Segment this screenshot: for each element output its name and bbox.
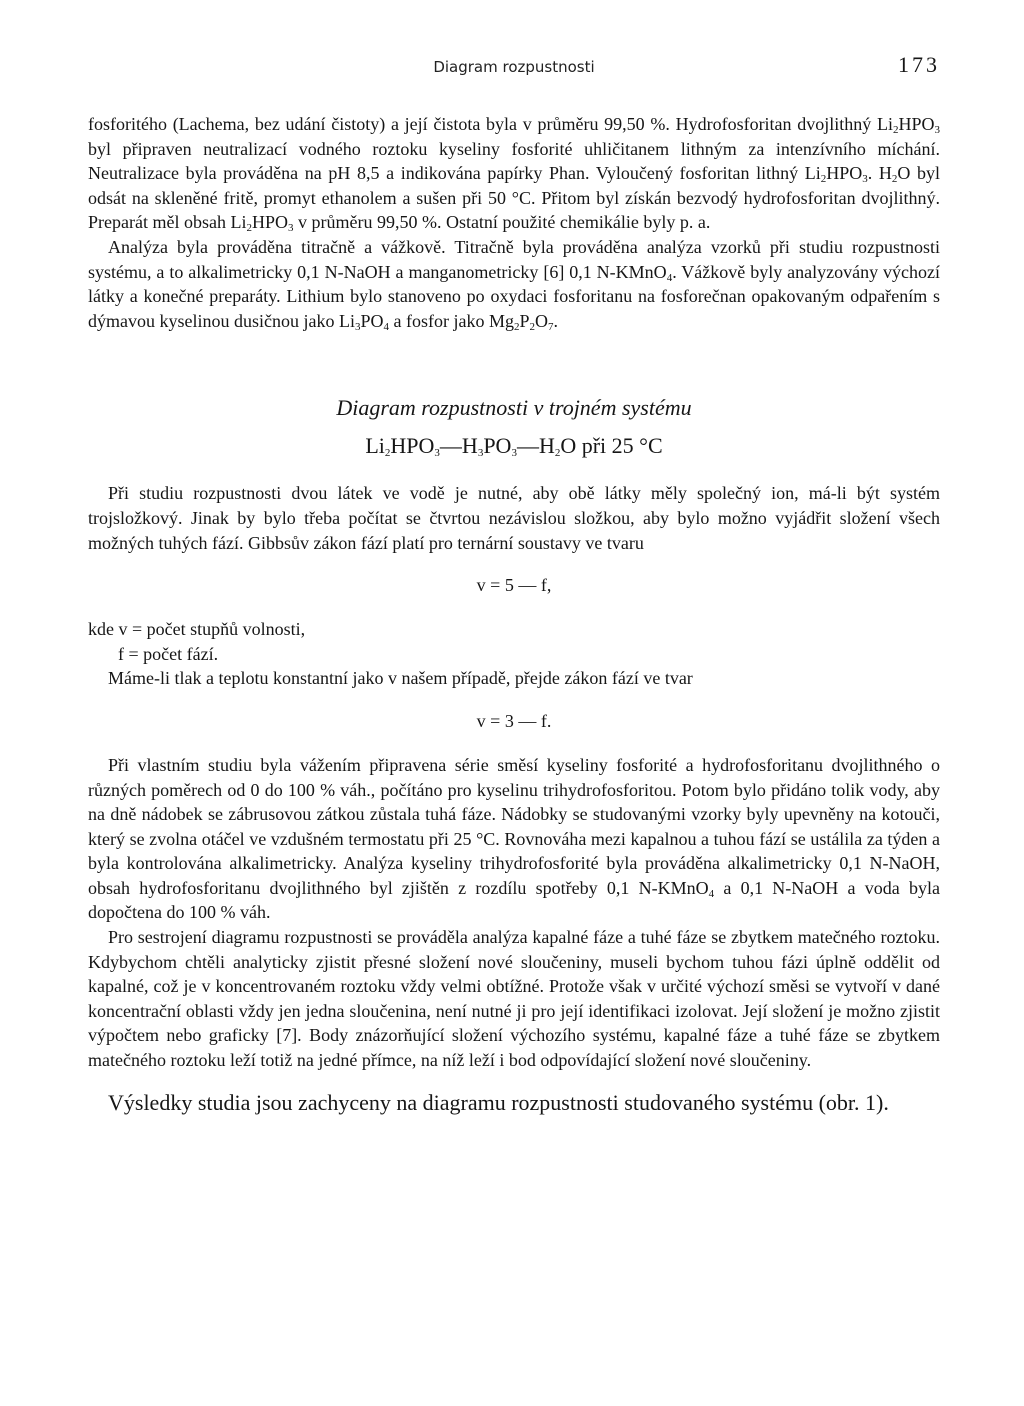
section-title: Diagram rozpustnosti v trojném systému: [336, 395, 692, 421]
paragraph-gibbs: Při studiu rozpustnosti dvou látek ve vodě je nutné, aby obě látky měly společný ion, má-li být systém trojsložkový. Jinak by bylo třeba počítat se čtvrtou nezávislou složkou, aby bylo možno vyjádřit složení všech možných tuhých fází. Gibbsův zákon fází platí pro ternární soustavy ve tvaru: [88, 483, 940, 553]
equation-phase-rule: v = 5 — f,: [476, 575, 552, 596]
definition-f: f = počet fází.: [118, 643, 219, 664]
paragraph-analysis: Analýza byla prováděna titračně a vážkově. Titračně byla prováděna analýza vzorků při studiu rozpustnosti systému, a to alkalimetricky 0,1 N-NaOH a manganometricky [6] 0,1 N-KMnO$_4$. Vážkově byly analyzovány výchozí látky a konečné preparáty. Lithium bylo stanoveno po oxydaci fosforitanu na fosforečnan opakovaným odpařením s dýmavou kyselinou dusičnou jako $Li_3PO_4$ a fosfor jako $Mg_2P_2O_7$.: [88, 236, 940, 333]
paragraph-results: Výsledky studia jsou zachyceny na diagramu rozpustnosti studovaného systému (obr. 1).: [108, 1089, 889, 1115]
paragraph-preparation: fosforitého (Lachema, bez udání čistoty) a její čistota byla v průměru 99,50 %. Hydrofosforitan dvojlithný $Li_2HPO_3$ byl připraven neutralizací vodného roztoku kyseliny fosforité uhličitanem lithným za intenzívního míchání. Neutralizace byla prováděna na pH 8,5 a indikována papírky Phan. Vyloučený fosforitan lithný $Li_2HPO_3$. $H_2O$ byl odsát na skleněné fritě, promyt ethanolem a sušen při 50 °C. Přitom byl získán bezvodý hydrofosforitan dvojlithný. Preparát měl obsah $Li_2HPO_3$ v průměru 99,50 %. Ostatní použité chemikálie byly p. a.: [88, 114, 941, 235]
section-subtitle: $Li_2HPO_3—H_3PO_3—H_2O$ při 25 °C: [365, 433, 663, 460]
article-body: [88, 112, 940, 1118]
definition-v: kde v = počet stupňů volnosti,: [88, 619, 306, 640]
page-number: 173: [898, 52, 940, 77]
definitions: [88, 617, 940, 666]
paragraph-procedure: Při vlastním studiu byla vážením připravena série směsí kyseliny fosforité a hydrofosforitanu dvojlithného o různých poměrech od 0 do 100 % váh., počítáno pro kyselinu trihydrofosforitou. Potom bylo přidáno tolik vody, aby na dně nádobek se zábrusovou zátkou zůstala tuhá fáze. Nádobky se studovanými vzorky byly upevněny na kotouči, který se zvolna otáčel ve vzdušném termostatu při 25 °C. Rovnováha mezi kapalnou a tuhou fází se ustálila za týden a byla kontrolována alkalimetricky. Analýza kyseliny trihydrofosforité byla prováděna alkalimetricky 0,1 N-NaOH, obsah hydrofosforitanu dvojlithného byl zjištěn z rozdílu spotřeby 0,1 N-KMnO$_4$ a 0,1 N-NaOH a voda byla dopočtena do 100 % váh.: [88, 754, 940, 923]
equation-reduced: v = 3 — f.: [476, 710, 552, 731]
paragraph-diagram: Pro sestrojení diagramu rozpustnosti se prováděla analýza kapalné fáze a tuhé fáze se zbytkem matečného roztoku. Kdybychom chtěli analyticky zjistit přesné složení nové sloučeniny, museli bychom tuhou fázi úplně oddělit od kapalné, což je v koncentrovaném roztoku vždy velmi obtížné. Protože však v určité výchozí směsi se vytvoří v dané koncentrační oblasti vždy jen jedna sloučenina, není nutné ji pro její identifikaci izolovat. Její složení je možno zjistit výpočtem nebo graficky [7]. Body znázorňující složení výchozího systému, kapalné fáze a tuhé fáze se zbytkem matečného roztoku leží totiž na jedné přímce, na níž leží i bod odpovídající složení nové sloučeniny.: [88, 927, 940, 1071]
paragraph-constant: Máme-li tlak a teplotu konstantní jako v našem případě, přejde zákon fází ve tvar: [108, 668, 693, 689]
page-header: [88, 52, 940, 80]
running-title: Diagram rozpustnosti: [433, 58, 595, 76]
